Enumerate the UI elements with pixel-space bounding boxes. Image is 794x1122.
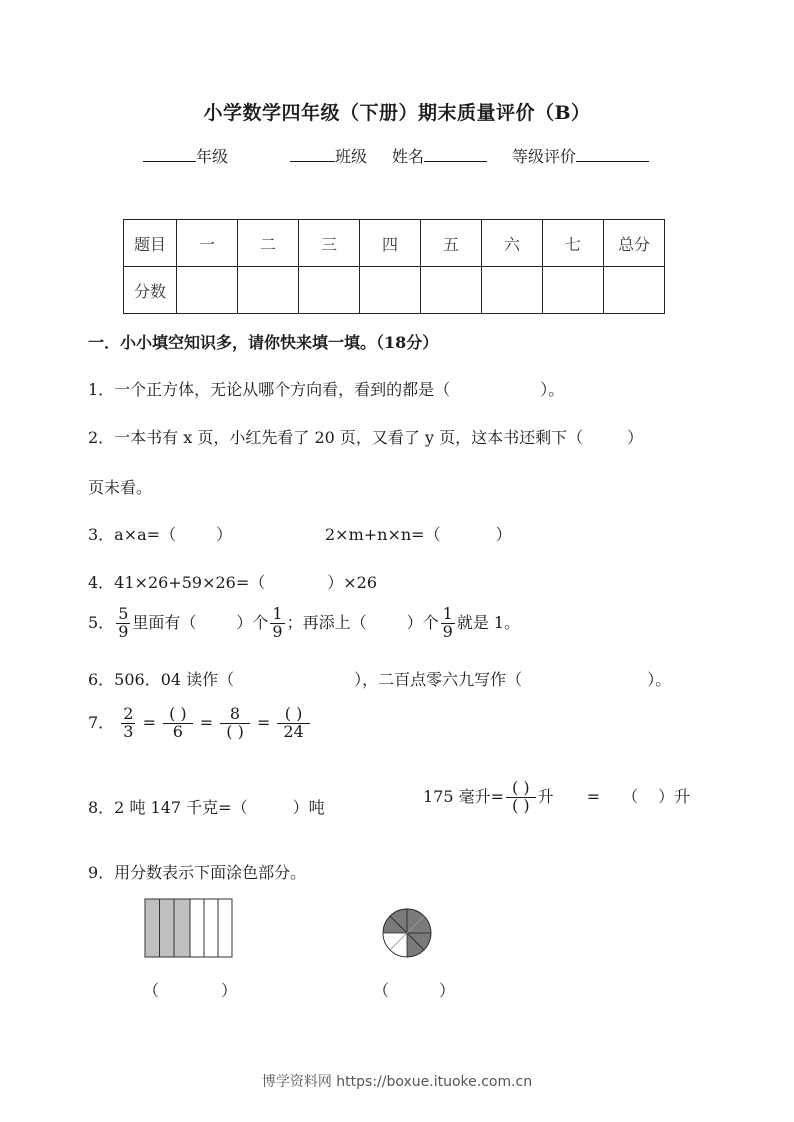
rating-field[interactable] [512, 144, 649, 167]
paren-close: ） [439, 981, 456, 1000]
class-field[interactable] [290, 144, 367, 167]
score-cell[interactable] [177, 267, 238, 314]
score-table [123, 219, 665, 314]
rectangle-fraction-figure [144, 898, 234, 958]
q3a-close: ） [216, 525, 233, 544]
q7-prefix: 7． [88, 712, 115, 732]
denominator: 6 [172, 721, 183, 741]
denominator-blank[interactable]: ( ) [512, 795, 530, 815]
q3b-close: ） [495, 525, 512, 544]
name-field[interactable] [392, 144, 487, 167]
q5-text-3: ；再添上（ [286, 612, 367, 632]
equals-sign: = [142, 712, 156, 732]
question-3a [88, 522, 232, 545]
grade-label: 年级 [196, 147, 229, 166]
q6-text: 6．506．04 读作（ [88, 670, 235, 689]
question-4 [88, 570, 377, 593]
numerator-blank[interactable]: ( ) [284, 704, 303, 723]
section-heading: 一．小小填空知识多，请你快来填一填。（18分） [88, 333, 439, 352]
numerator: 2 [123, 704, 134, 723]
table-header-cell: 总分 [604, 220, 665, 267]
q4-text: 4．41×26+59×26=（ [88, 573, 266, 592]
equals-sign: = [199, 712, 214, 732]
pie-fraction-figure [381, 907, 433, 959]
page-title: 小学数学四年级（下册）期末质量评价（B） [203, 102, 591, 124]
numerator: 1 [272, 604, 283, 623]
score-cell[interactable] [421, 267, 482, 314]
paren-open: （ [373, 981, 390, 1000]
table-header-cell: 二 [238, 220, 299, 267]
score-cell[interactable] [238, 267, 299, 314]
numerator-blank[interactable]: ( ) [169, 704, 187, 723]
denominator: 9 [118, 621, 129, 641]
numerator: 1 [442, 604, 453, 623]
fraction-8-blank[interactable] [220, 706, 250, 741]
question-5 [88, 606, 520, 641]
question-1 [88, 377, 564, 400]
q8b-close: ）升 [658, 786, 691, 806]
rating-blank[interactable] [576, 145, 649, 162]
q5-text-1: 里面有（ [132, 612, 197, 632]
score-cell[interactable] [360, 267, 421, 314]
question-3b [325, 522, 512, 545]
q3a-text: 3．a×a=（ [88, 525, 177, 544]
paren-open: （ [143, 981, 160, 1000]
q3b-text: 2×m+n×n=（ [325, 525, 441, 544]
q6-close: ）。 [647, 670, 672, 689]
grade-blank[interactable] [143, 145, 196, 162]
table-score-row [124, 267, 665, 314]
q5-text-5: 就是 1。 [456, 612, 521, 632]
q4-close: ）×26 [327, 573, 378, 592]
equals-sign: = [256, 712, 271, 732]
q9-answer-pie[interactable] [373, 978, 455, 1001]
q5-prefix: 5． [88, 612, 115, 632]
score-cell[interactable] [543, 267, 604, 314]
class-blank[interactable] [290, 145, 335, 162]
table-header-cell: 题目 [124, 220, 177, 267]
q2-close: ） [627, 428, 644, 447]
score-row-label: 分数 [124, 267, 177, 314]
denominator: 24 [283, 721, 304, 741]
q8a-close: ）吨 [292, 798, 325, 817]
denominator: 9 [442, 621, 453, 641]
q8b-paren-open: （ [622, 786, 639, 806]
score-cell[interactable] [604, 267, 665, 314]
table-header-cell: 六 [482, 220, 543, 267]
q5-text-2: ）个 [236, 612, 269, 632]
q1-close: ）。 [540, 380, 565, 399]
numerator-blank[interactable]: ( ) [512, 778, 530, 797]
fraction-5-9 [116, 606, 130, 641]
question-2-line2: 页未看。 [88, 478, 153, 497]
table-header-cell: 三 [299, 220, 360, 267]
question-2 [88, 425, 643, 448]
question-6 [88, 667, 671, 690]
q2-text: 2．一本书有 x 页，小红先看了 20 页，又看了 y 页，这本书还剩下（ [88, 428, 584, 447]
table-header-cell: 四 [360, 220, 421, 267]
numerator: 5 [118, 604, 129, 623]
q8b-text: 175 毫升= [423, 786, 505, 806]
fraction-blank-24[interactable] [277, 706, 309, 741]
question-7 [88, 706, 312, 741]
fraction-blank-blank[interactable] [506, 780, 536, 815]
denominator: 3 [123, 721, 134, 741]
fraction-2-3 [121, 706, 135, 741]
table-header-cell: 一 [177, 220, 238, 267]
denominator: 9 [272, 621, 283, 641]
name-label: 姓名 [392, 147, 425, 166]
table-header-cell: 七 [543, 220, 604, 267]
name-blank[interactable] [424, 145, 487, 162]
fraction-1-9 [270, 606, 284, 641]
q1-text: 1．一个正方体，无论从哪个方向看，看到的都是（ [88, 380, 451, 399]
q6-mid: ），二百点零六九写作（ [354, 670, 523, 689]
denominator-blank[interactable]: ( ) [226, 721, 244, 741]
paren-close: ） [221, 981, 238, 1000]
fraction-blank-6[interactable] [163, 706, 193, 741]
equals-sign: = [586, 786, 601, 806]
question-9: 9．用分数表示下面涂色部分。 [88, 863, 307, 882]
score-cell[interactable] [299, 267, 360, 314]
table-header-row [124, 220, 665, 267]
footer-watermark: 博学资料网 https://boxue.ituoke.com.cn [261, 1074, 533, 1090]
question-8b [423, 780, 690, 815]
question-8a [88, 795, 325, 818]
class-label: 班级 [335, 147, 368, 166]
table-header-cell: 五 [421, 220, 482, 267]
q9-answer-rectangle[interactable] [143, 978, 237, 1001]
score-cell[interactable] [482, 267, 543, 314]
numerator: 8 [229, 704, 241, 723]
q8a-text: 8．2 吨 147 千克=（ [88, 798, 248, 817]
grade-field[interactable] [143, 144, 228, 167]
rating-label: 等级评价 [512, 147, 577, 166]
q5-text-4: ）个 [406, 612, 439, 632]
q8b-unit: 升 [537, 786, 554, 806]
fraction-1-9 [441, 606, 455, 641]
